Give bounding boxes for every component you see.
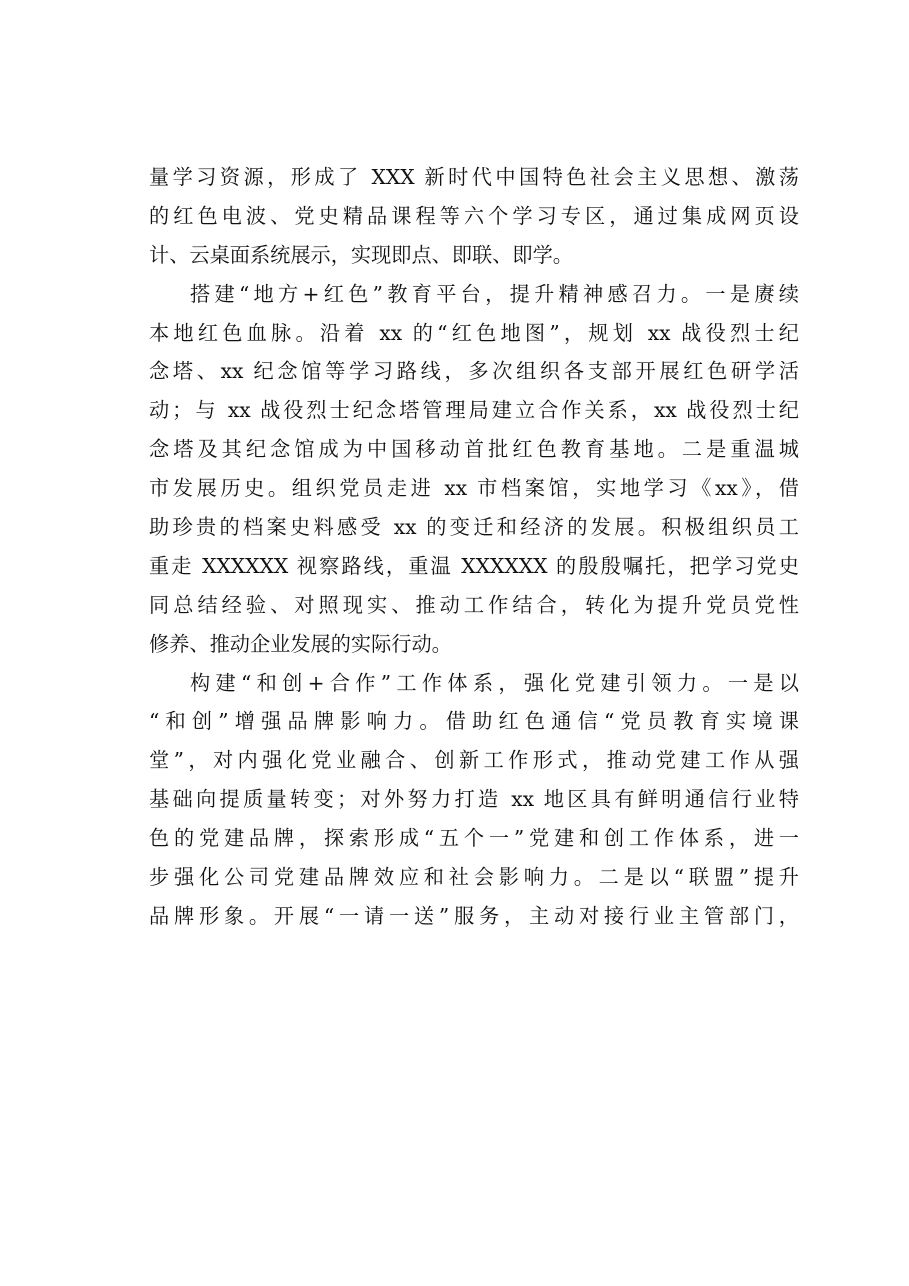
text-line: 构建“和创+合作”工作体系，强化党建引领力。一是以: [190, 670, 799, 695]
text-line: 念塔及其纪念馆成为中国移动首批红色教育基地。二是重温城: [149, 437, 799, 462]
text-line: 修养、推动企业发展的实际行动。: [149, 631, 452, 656]
text-line: “和创”增强品牌影响力。借助红色通信“党员教育实境课: [149, 709, 799, 734]
paragraph-2: [149, 275, 799, 664]
text-line: 念塔、xx 纪念馆等学习路线，多次组织各支部开展红色研学活: [149, 359, 799, 384]
text-line: 品牌形象。开展“一请一送”服务，主动对接行业主管部门，: [149, 903, 799, 928]
document-body: [149, 158, 799, 936]
text-line: 重走 XXXXXX 视察路线，重温 XXXXXX 的殷殷嘱托，把学习党史: [149, 553, 799, 578]
paragraph-1: [149, 158, 799, 275]
text-line: 计、云桌面系统展示，实现即点、即联、即学。: [149, 242, 573, 267]
text-line: 搭建“地方+红色”教育平台，提升精神感召力。一是赓续: [190, 281, 799, 306]
paragraph-3: [149, 664, 799, 936]
text-line: 量学习资源，形成了 XXX 新时代中国特色社会主义思想、激荡: [149, 165, 799, 189]
text-line: 色的党建品牌，探索形成“五个一”党建和创工作体系，进一: [149, 826, 799, 851]
text-line: 步强化公司党建品牌效应和社会影响力。二是以“联盟”提升: [149, 865, 799, 890]
text-line: 动；与 xx 战役烈士纪念塔管理局建立合作关系，xx 战役烈士纪: [149, 398, 799, 423]
text-line: 市发展历史。组织党员走进 xx 市档案馆，实地学习《xx》，借: [149, 476, 799, 501]
text-line: 本地红色血脉。沿着 xx 的“红色地图”，规划 xx 战役烈士纪: [149, 320, 799, 345]
text-line: 的红色电波、党史精品课程等六个学习专区，通过集成网页设: [149, 203, 799, 228]
text-line: 同总结经验、对照现实、推动工作结合，转化为提升党员党性: [149, 592, 799, 617]
text-line: 基础向提质量转变；对外努力打造 xx 地区具有鲜明通信行业特: [149, 787, 799, 812]
text-line: 助珍贵的档案史料感受 xx 的变迁和经济的发展。积极组织员工: [149, 515, 799, 540]
text-line: 堂”，对内强化党业融合、创新工作形式，推动党建工作从强: [149, 748, 799, 773]
